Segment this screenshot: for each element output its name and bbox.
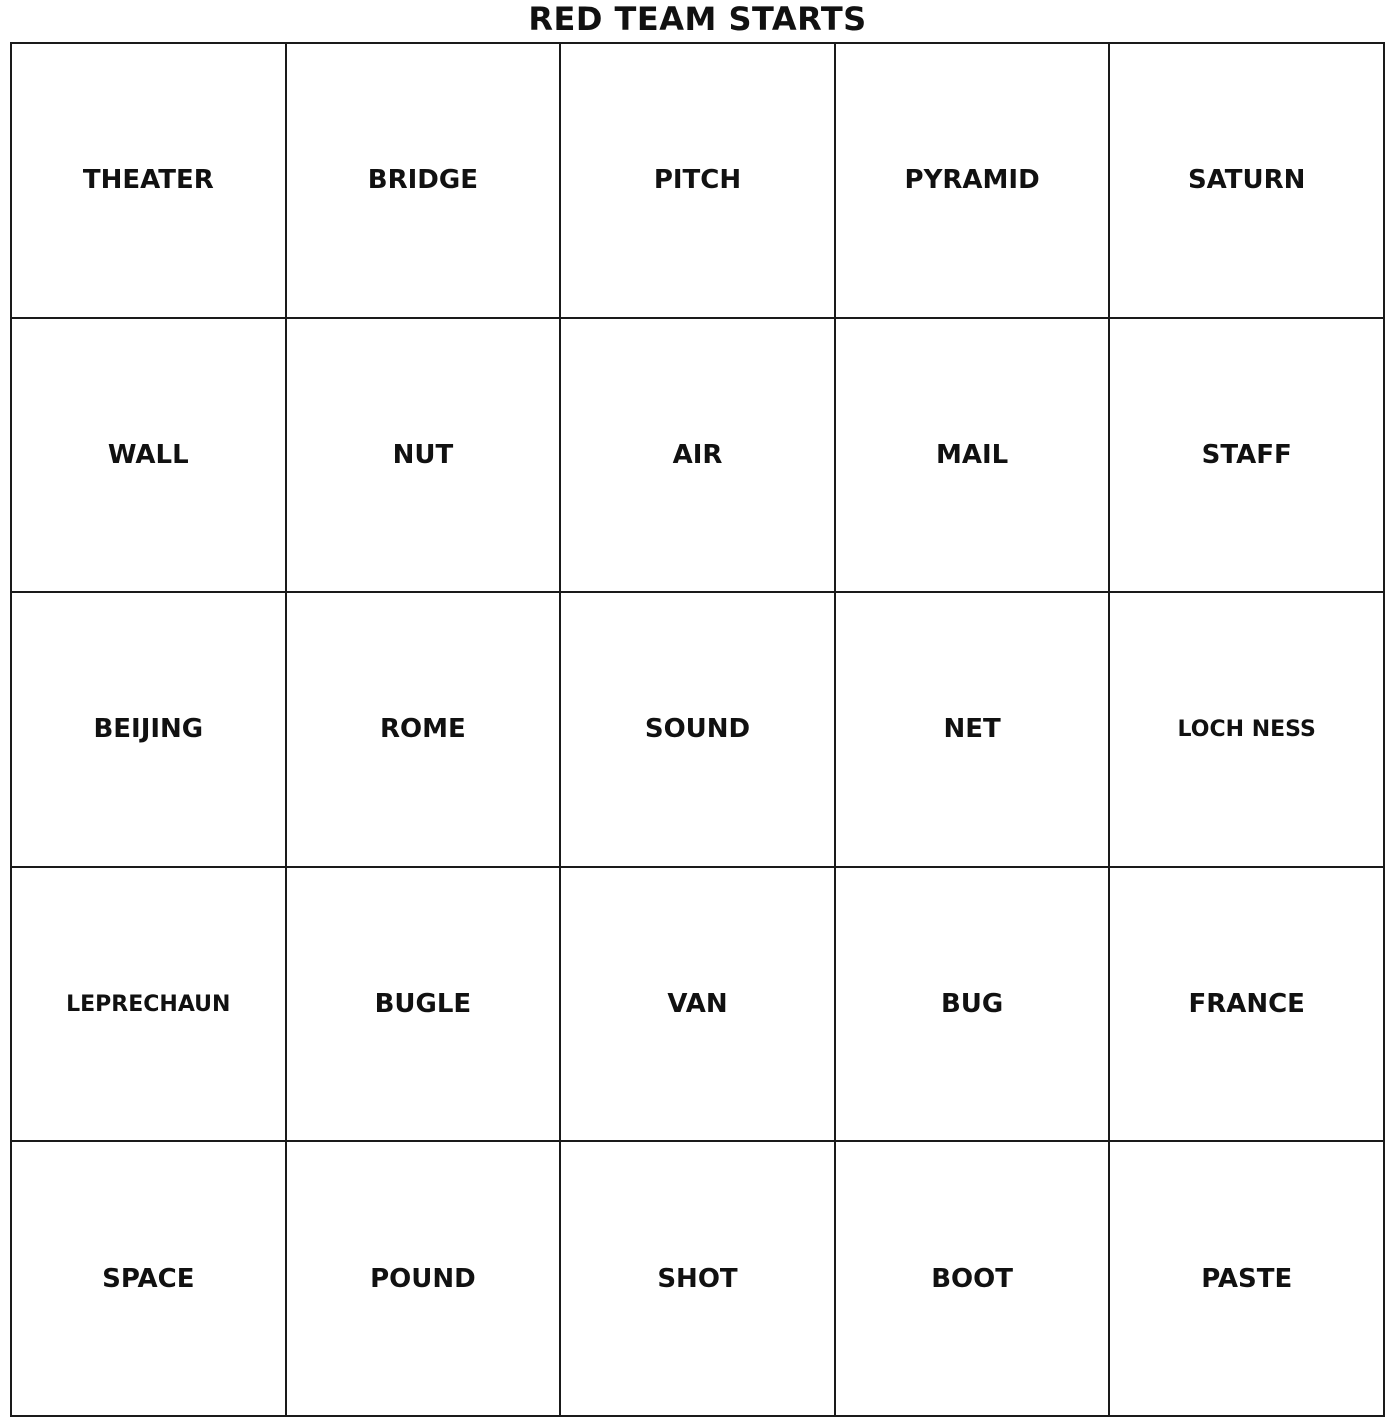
card-france[interactable]: FRANCE [1110,868,1385,1143]
card-bridge[interactable]: BRIDGE [287,44,562,319]
card-nut[interactable]: NUT [287,319,562,594]
card-paste[interactable]: PASTE [1110,1142,1385,1417]
card-net[interactable]: NET [836,593,1111,868]
card-wall[interactable]: WALL [12,319,287,594]
card-beijing[interactable]: BEIJING [12,593,287,868]
card-mail[interactable]: MAIL [836,319,1111,594]
card-bugle[interactable]: BUGLE [287,868,562,1143]
card-rome[interactable]: ROME [287,593,562,868]
card-bug[interactable]: BUG [836,868,1111,1143]
card-staff[interactable]: STAFF [1110,319,1385,594]
card-space[interactable]: SPACE [12,1142,287,1417]
card-air[interactable]: AIR [561,319,836,594]
card-loch-ness[interactable]: LOCH NESS [1110,593,1385,868]
card-pound[interactable]: POUND [287,1142,562,1417]
card-pitch[interactable]: PITCH [561,44,836,319]
card-van[interactable]: VAN [561,868,836,1143]
card-theater[interactable]: THEATER [12,44,287,319]
card-shot[interactable]: SHOT [561,1142,836,1417]
card-leprechaun[interactable]: LEPRECHAUN [12,868,287,1143]
codenames-board [10,42,1385,1417]
card-boot[interactable]: BOOT [836,1142,1111,1417]
card-sound[interactable]: SOUND [561,593,836,868]
starting-team-title: RED TEAM STARTS [528,0,867,38]
card-saturn[interactable]: SATURN [1110,44,1385,319]
card-pyramid[interactable]: PYRAMID [836,44,1111,319]
